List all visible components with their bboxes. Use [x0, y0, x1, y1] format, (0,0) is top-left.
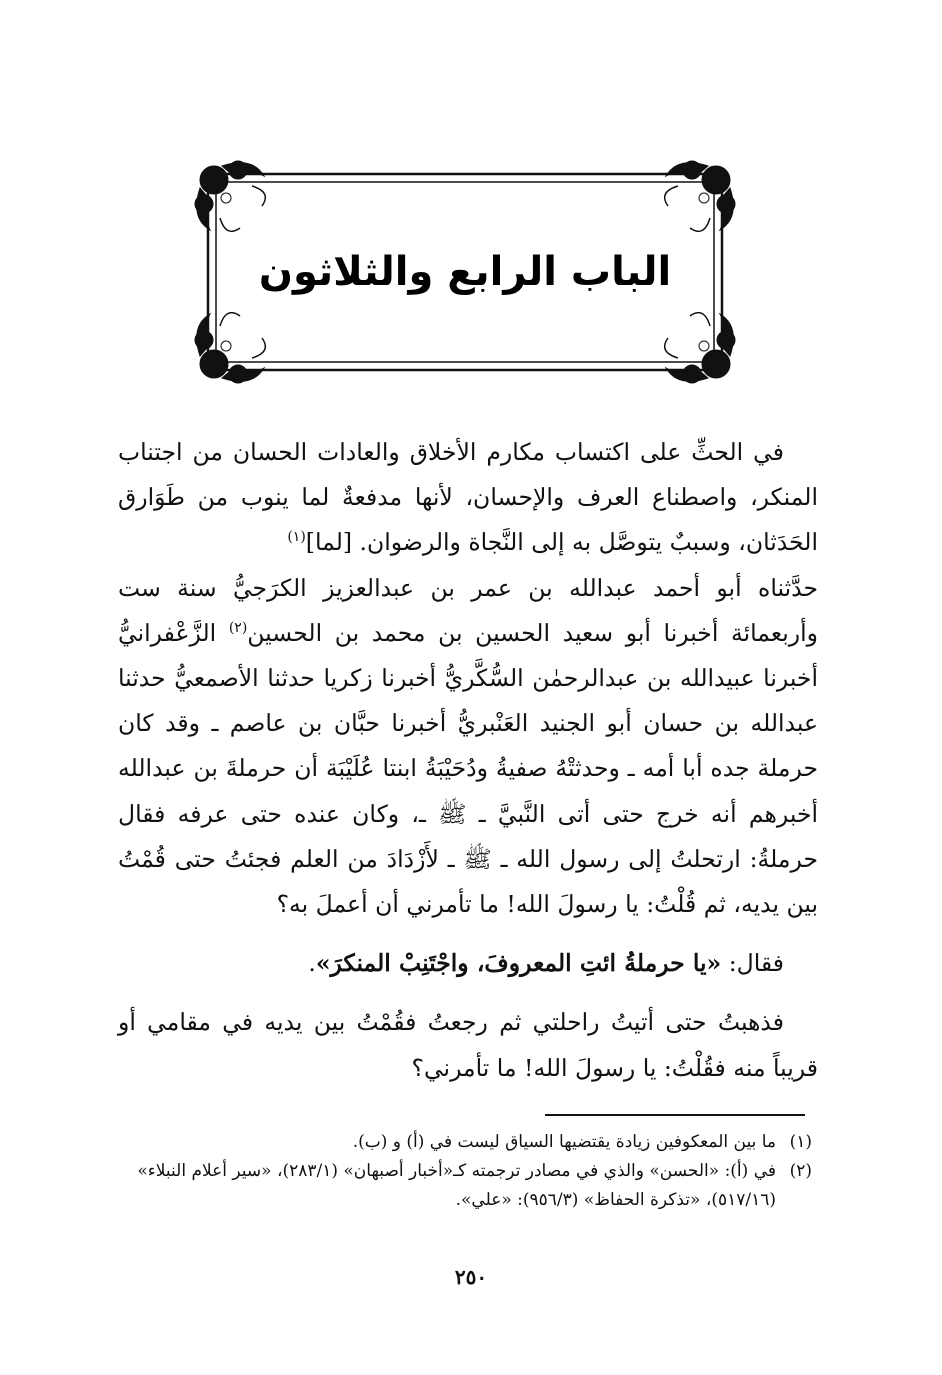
- footnote-divider: [545, 1114, 805, 1116]
- chapter-title-frame: [192, 158, 738, 386]
- page-number: ٢٥٠: [454, 1265, 488, 1289]
- footnote-ref-2: (٢): [228, 619, 248, 636]
- saying-end: .: [308, 949, 316, 978]
- footnote-number: (١): [789, 1132, 812, 1152]
- footnotes: [108, 1128, 812, 1215]
- footnote-text: ما بين المعكوفين زيادة يقتضيها السياق ليست في (أ) و (ب).: [352, 1132, 776, 1152]
- footnote-item: [108, 1157, 812, 1215]
- hadith-quote: «يا حرملةُ ائتِ المعروفَ، واجْتَنِبْ المنكرَ»: [315, 949, 722, 978]
- chain-paragraph: [118, 566, 818, 928]
- intro-paragraph: [118, 430, 818, 566]
- footnote-number: (٢): [789, 1161, 812, 1181]
- main-text: [118, 430, 818, 1091]
- intro-text: في الحثِّ على اكتساب مكارم الأخلاق والعادات الحسان من اجتناب المنكر، واصطناع العرف والإحسان، لأنها مدفعةٌ لما ينوب من طَوَارق الحَدَثان، وسببٌ يتوصَّل به إلى النَّجاة والرضوان. [لما]: [118, 438, 818, 557]
- chain-text-a: حدَّثناه أبو أحمد عبدالله بن عمر بن عبدالعزيز الكرَجيُّ سنة ست وأربعمائة أخبرنا أبو سعيد الحسين بن محمد بن الحسين: [118, 573, 818, 647]
- footnote-text: في (أ): «الحسن» والذي في مصادر ترجمته كـ«أخبار أصبهان» (٢٨٣/١)، «سير أعلام النبلاء» (٥١٧/١٦)، «تذكرة الحفاظ» (٩٥٦/٣): «علي».: [137, 1161, 776, 1210]
- chain-text-b: الزَّعْفرانيُّ أخبرنا عبيدالله بن عبدالرحمٰن السُّكَّريُّ أخبرنا زكريا حدثنا الأصمعيُّ حدثنا عبدالله بن حسان أبو الجنيد العَنْبريُّ أخبرنا حبَّان بن عاصم ـ وقد كان حرملة جده أبا أمه ـ وحدثتْهُ صفيةُ ودُحَيْبَةُ ابنتا عُلَيْبَة أن حرملةَ بن عبدالله أخبرهم أنه خرج حتى أتى النَّبيَّ ـ ﷺ ـ، وكان عنده حتى عرفه فقال حرملةُ: ارتحلتُ إلى رسول الله ـ ﷺ ـ لأَزْدَادَ من العلم فجئتُ حتى قُمْتُ بين يديه، ثم قُلْتُ: يا رسولَ الله! ما تأمرني أن أعملَ به؟: [118, 618, 818, 919]
- continuation-paragraph: فذهبتُ حتى أتيتُ راحلتي ثم رجعتُ فقُمْتُ بين يديه في مقامي أو قريباً منه فقُلْتُ: يا رسولَ الله! ما تأمرني؟: [118, 1008, 818, 1082]
- saying-lead: فقال:: [721, 949, 784, 978]
- chapter-title: الباب الرابع والثلاثون: [258, 249, 672, 295]
- footnote-item: [108, 1128, 812, 1157]
- footnote-ref-1: (١): [287, 529, 306, 546]
- hadith-saying-paragraph: [118, 941, 818, 986]
